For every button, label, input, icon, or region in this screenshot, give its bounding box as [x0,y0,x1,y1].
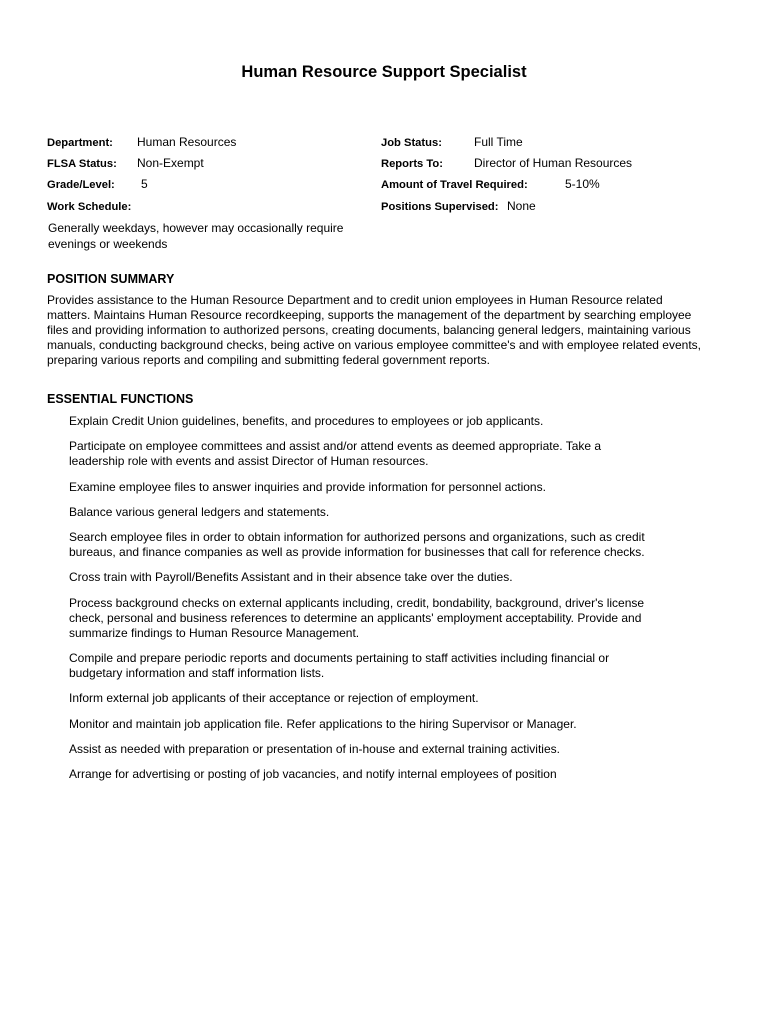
department-value: Human Resources [137,135,237,149]
position-summary-heading: POSITION SUMMARY [47,272,175,286]
function-item: Arrange for advertising or posting of job vacancies, and notify internal employees of position [69,767,557,782]
function-item: Search employee files in order to obtain information for authorized persons and organizations, such as credit bureaus, and finance companies as well as provide information for businesses that call for reference checks. [69,530,645,560]
function-item: Process background checks on external applicants including, credit, bondability, background, driver's license check, personal and business references to determine an applicants' employment acceptability. Provide and summarize findings to Human Resource Management. [69,595,645,640]
positions-supervised-value: None [507,199,536,213]
grade-level-value: 5 [141,177,148,191]
function-item: Compile and prepare periodic reports and documents pertaining to staff activities including financial or budgetary information and staff information lists. [69,651,610,681]
function-item: Assist as needed with preparation or presentation of in-house and external training activities. [69,741,560,756]
essential-functions-list [69,414,649,793]
function-item: Monitor and maintain job application file. Refer applications to the hiring Supervisor or Manager. [69,716,577,731]
work-schedule-value: Generally weekdays, however may occasionally require evenings or weekends [48,221,344,251]
job-status-label: Job Status: [381,137,442,149]
department-label: Department: [47,137,113,149]
function-item: Examine employee files to answer inquiries and provide information for personnel actions. [69,479,546,494]
work-schedule-label: Work Schedule: [47,201,132,213]
function-item: Balance various general ledgers and statements. [69,504,330,519]
essential-functions-heading: ESSENTIAL FUNCTIONS [47,392,194,406]
travel-required-label: Amount of Travel Required: [381,179,528,191]
flsa-status-value: Non-Exempt [137,156,204,170]
flsa-status-label: FLSA Status: [47,158,117,170]
document-title: Human Resource Support Specialist [241,63,527,81]
reports-to-label: Reports To: [381,158,443,170]
positions-supervised-label: Positions Supervised: [381,201,499,213]
function-item: Participate on employee committees and assist and/or attend events as deemed appropriate. Take a leadership role with events and assist Director of Human resources. [69,439,602,469]
reports-to-value: Director of Human Resources [474,156,633,170]
function-item: Explain Credit Union guidelines, benefits, and procedures to employees or job applicants. [69,414,544,428]
travel-required-value: 5-10% [565,177,600,191]
grade-level-label: Grade/Level: [47,179,115,191]
function-item: Inform external job applicants of their acceptance or rejection of employment. [69,691,479,706]
function-item: Cross train with Payroll/Benefits Assistant and in their absence take over the duties. [69,570,513,585]
job-status-value: Full Time [474,135,523,149]
position-summary-text: Provides assistance to the Human Resource Department and to credit union employees in Human Resource related matters. Maintains Human Resource recordkeeping, supports the management of the department by searching employee files and providing information to authorized persons, creating documents, balancing general ledgers, maintaining various manuals, conducting background checks, being active on various employee committee's and with employee related events, preparing various reports and compiling and submitting federal government reports. [47,293,701,367]
